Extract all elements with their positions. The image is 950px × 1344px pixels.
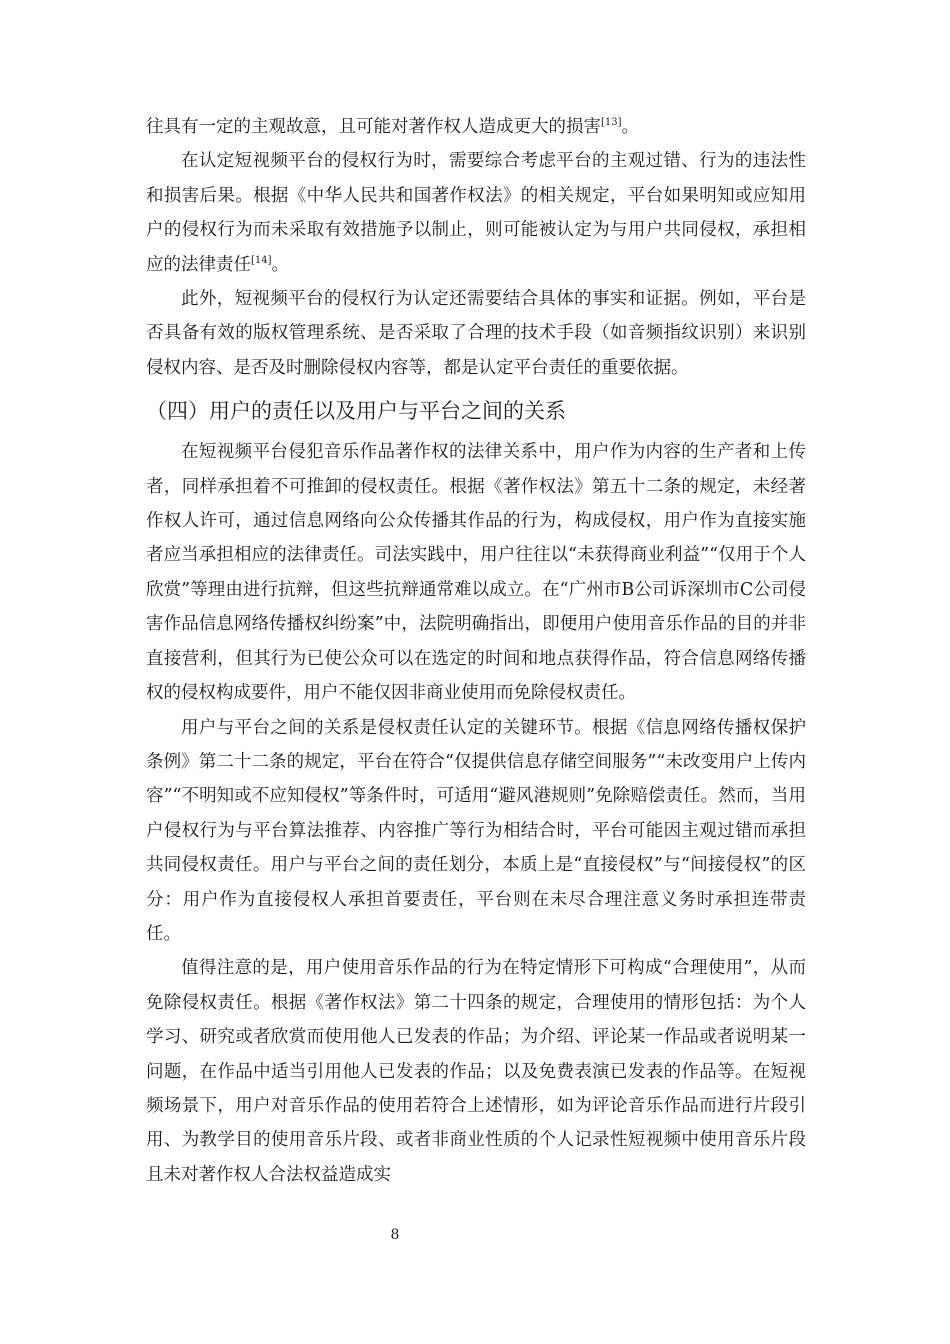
paragraph-evidence [146,282,806,385]
citation-ref: [13] [601,117,622,129]
page-number [0,1226,950,1244]
citation-ref: [14] [251,254,272,266]
paragraph-tail: 。 [621,117,640,137]
paragraph-continued [146,110,806,144]
paragraph-user-platform-relation: 用户与平台之间的关系是侵权责任认定的关键环节。根据《信息网络传播权保护条例》第二十二条的规定，平台在符合“仅提供信息存储空间服务”“未改变用户上传内容”“不明知或不应知侵权”等条件时，可适用“避风港规则”免除赔偿责任。然而，当用户侵权行为与平台算法推荐、内容推广等行为相结合时，平台可能因主观过错而承担共同侵权责任。用户与平台之间的责任划分，本质上是“直接侵权”与“间接侵权”的区分：用户作为直接侵权人承担首要责任，平台则在未尽合理注意义务时承担连带责任。 [146,717,806,944]
paragraph-text: 此外，短视频平台的侵权行为认定还需要结合具体的事实和证据。例如，平台是否具备有效的版权管理系统、是否采取了合理的技术手段（如音频指纹识别）来识别侵权内容、是否及时删除侵权内容等，都是认定平台责任的重要依据。 [146,289,806,378]
section-heading: （四）用户的责任以及用户与平台之间的关系 [146,399,566,424]
page-body [146,110,806,1192]
paragraph-text: 往具有一定的主观故意，且可能对著作权人造成更大的损害 [146,117,601,137]
paragraph-platform-infringement [146,144,806,282]
paragraph-user-liability: 在短视频平台侵犯音乐作品著作权的法律关系中，用户作为内容的生产者和上传者，同样承担着不可推卸的侵权责任。根据《著作权法》第五十二条的规定，未经著作权人许可，通过信息网络向公众传播其作品的行为，构成侵权，用户作为直接实施者应当承担相应的法律责任。司法实践中，用户往往以“未获得商业利益”“仅用于个人欣赏”等理由进行抗辩，但这些抗辩通常难以成立。在“广州市B公司诉深圳市C公司侵害作品信息网络传播权纠纷案”中，法院明确指出，即便用户使用音乐作品的目的并非直接营利，但其行为已使公众可以在选定的时间和地点获得作品，符合信息网络传播权的侵权构成要件，用户不能仅因非商业使用而免除侵权责任。 [146,442,806,704]
page-number-text: 8 [390,1227,400,1243]
paragraph-fair-use: 值得注意的是，用户使用音乐作品的行为在特定情形下可构成“合理使用”，从而免除侵权责任。根据《著作权法》第二十四条的规定，合理使用的情形包括：为个人学习、研究或者欣赏而使用他人已发表的作品；为介绍、评论某一作品或者说明某一问题，在作品中适当引用他人已发表的作品；以及免费表演已发表的作品等。在短视频场景下，用户对音乐作品的使用若符合上述情形，如为评论音乐作品而进行片段引用、为教学目的使用音乐片段、或者非商业性质的个人记录性短视频中使用音乐片段且未对著作权人合法权益造成实 [146,958,806,1185]
paragraph-text: 在认定短视频平台的侵权行为时，需要综合考虑平台的主观过错、行为的违法性和损害后果。根据《中华人民共和国著作权法》的相关规定，平台如果明知或应知用户的侵权行为而未采取有效措施予以制止，则可能被认定为与用户共同侵权，承担相应的法律责任 [146,151,806,275]
paragraph-tail: 。 [271,254,290,275]
